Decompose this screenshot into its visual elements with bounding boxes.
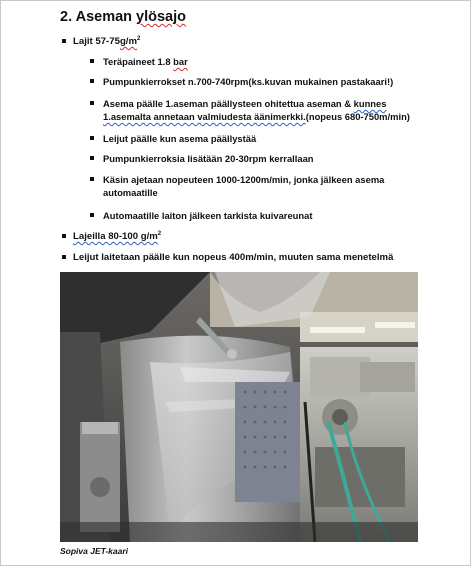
bullet-icon	[90, 213, 94, 217]
photo-illustration	[60, 272, 418, 542]
bullet-icon	[90, 177, 94, 181]
photo-caption: Sopiva JET-kaari	[60, 546, 129, 556]
heading-number: 2.	[60, 9, 73, 25]
document-page: 2. Aseman ylösajo Lajit $57-75g/m^2$ Teräpaineet 1.8 bar Pumpunkierrokset n.700-740rpm(ks.kuvan mukainen pastakaari!) Asema päälle 1.aseman päällysteen ohitettua aseman & kunnes 1.asemalta annetaan valmiudesta äänimerkki.(nopeus 680-750m/min) Leijut päälle kun asema päällystää Pumpunkierroksia lisätään 20-30rpm kerrallaan Käsin ajetaan nopeuteen 1000-1200m/min, jonka jälkeen asema automaatille Automaatille laiton jälkeen tarkista kuivareunat Lajeilla 80-100 $g/m^2$ Leijut laitetaan päälle kun nopeus 400m/min, muuten sama menetelmä Sopiva JET-kaari	[0, 0, 471, 566]
bullet-icon	[62, 39, 66, 43]
section-heading	[60, 9, 186, 25]
bullet-icon	[62, 255, 66, 259]
bullet-icon	[90, 136, 94, 140]
coating-station-photo	[60, 272, 418, 542]
bullet-icon	[62, 234, 66, 238]
heading-text-misspelled: ylösajo	[136, 9, 187, 25]
bullet-icon	[90, 156, 94, 160]
bullet-icon	[90, 59, 94, 63]
bullet-icon	[90, 101, 94, 105]
heading-text: Aseman	[75, 9, 137, 25]
bullet-icon	[90, 79, 94, 83]
